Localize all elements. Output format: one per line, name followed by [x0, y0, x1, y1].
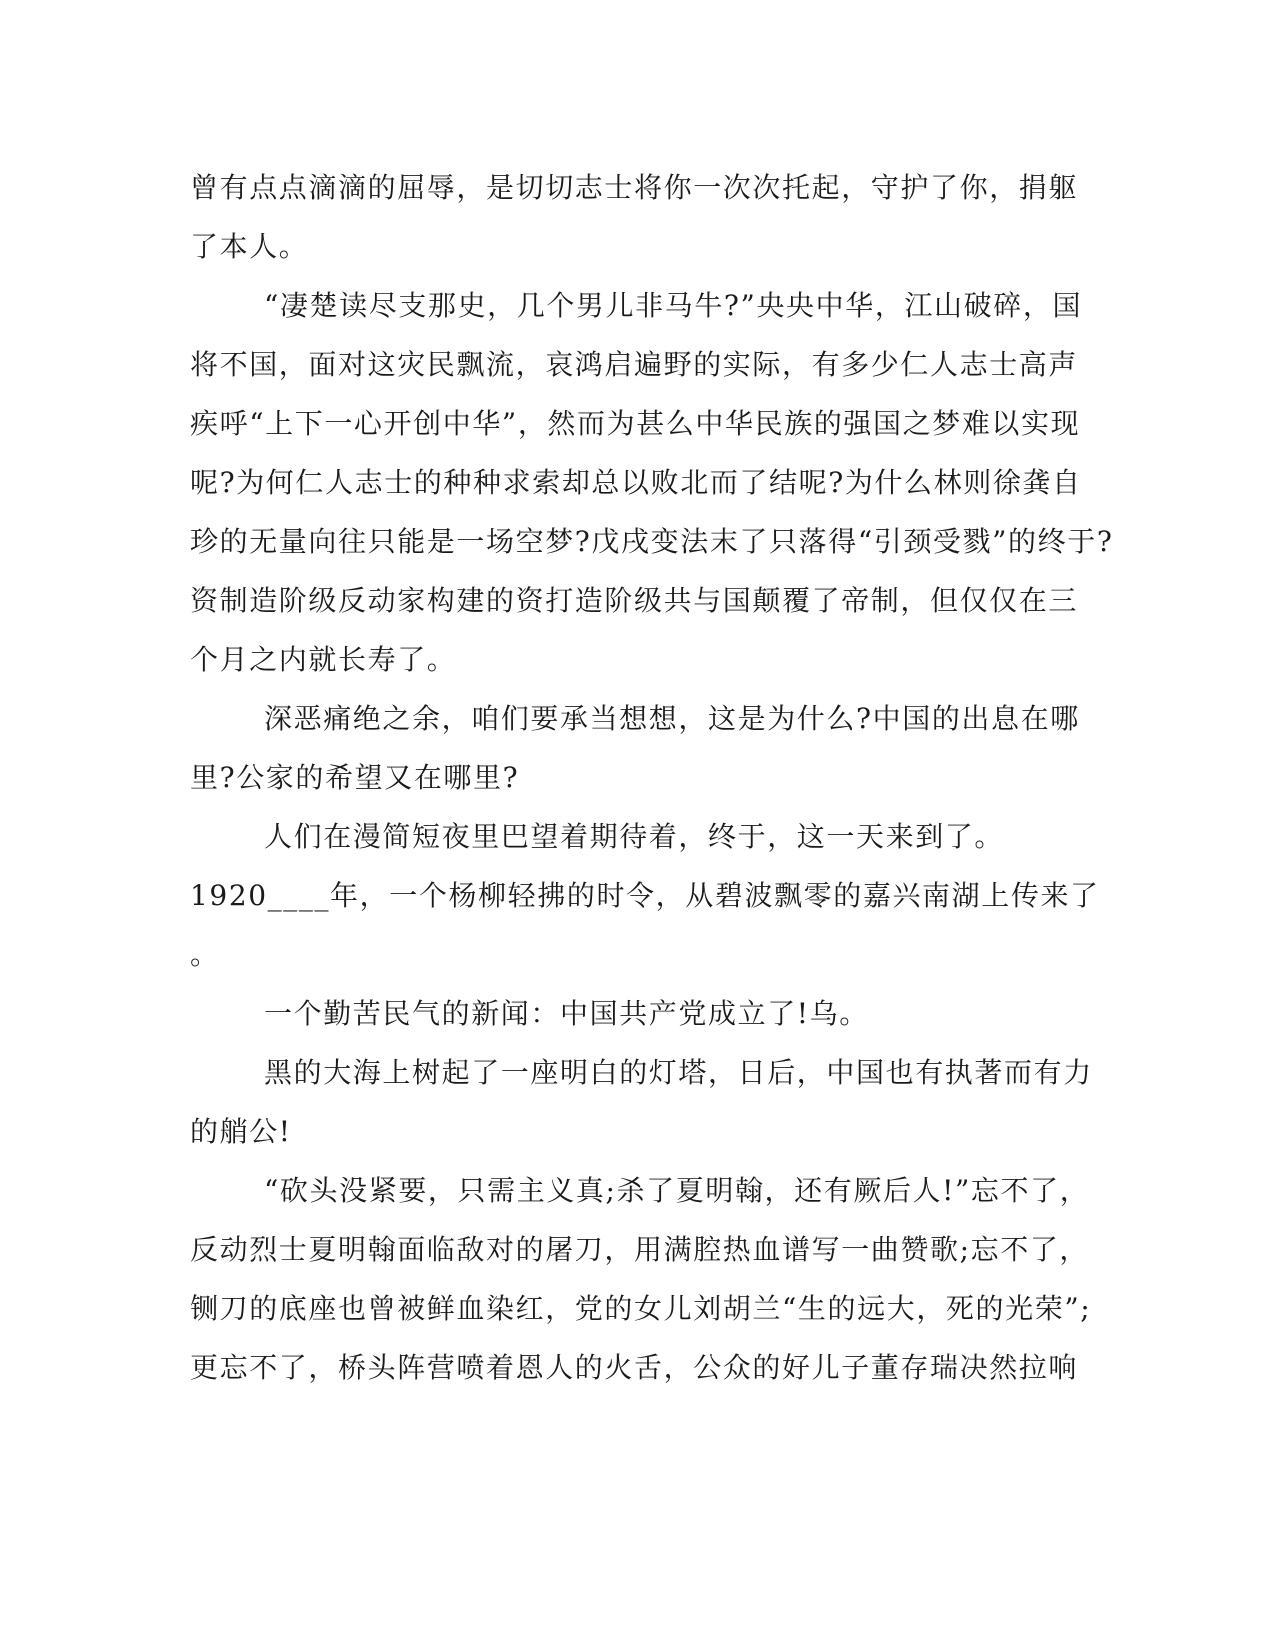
text-line: 黑的大海上树起了一座明白的灯塔，日后，中国也有执著而有力: [264, 1056, 1093, 1089]
text-line: 将不国，面对这灾民飘流，哀鸿启遍野的实际，有多少仁人志士高声: [190, 348, 1079, 381]
body-text: [190, 158, 1114, 1397]
text-line: “砍头没紧要，只需主义真;杀了夏明翰，还有厥后人!”忘不了，: [264, 1174, 1090, 1207]
text-line: 深恶痛绝之余，咱们要承当想想，这是为什么?中国的出息在哪: [264, 702, 1080, 735]
text-line: 。: [190, 938, 220, 971]
text-line: 1920____年，一个杨柳轻拂的时令，从碧波飘零的嘉兴南湖上传来了: [190, 879, 1100, 912]
text-line: 人们在漫简短夜里巴望着期待着，终于，这一天来到了。: [264, 820, 1005, 853]
text-line: 疾呼“上下一心开创中华”，然而为甚么中华民族的强国之梦难以实现: [190, 407, 1081, 440]
text-line: 曾有点点滴滴的屈辱，是切切志士将你一次次托起，守护了你，捐躯: [190, 171, 1079, 204]
text-line: 呢?为何仁人志士的种种求索却总以败北而了结呢?为什么林则徐龚自: [190, 466, 1082, 499]
text-line: 个月之内就长寿了。: [190, 643, 457, 676]
text-line: 一个勤苦民气的新闻：中国共产党成立了!乌。: [264, 997, 869, 1030]
text-line: 里?公家的希望又在哪里?: [190, 761, 520, 794]
text-line: “凄楚读尽支那史，几个男儿非马牛?”央央中华，江山破碎，国: [264, 289, 1083, 322]
text-line: 的艄公!: [190, 1115, 292, 1148]
text-line: 资制造阶级反动家构建的资打造阶级共与国颠覆了帝制，但仅仅在三: [190, 584, 1079, 617]
text-line: 珍的无量向往只能是一场空梦?戊戌变法末了只落得“引颈受戮”的终于?: [190, 525, 1114, 558]
text-line: 反动烈士夏明翰面临敌对的屠刀，用满腔热血谱写一曲赞歌;忘不了，: [190, 1233, 1090, 1266]
text-line: 铡刀的底座也曾被鲜血染红，党的女儿刘胡兰“生的远大，死的光荣”;: [190, 1292, 1092, 1325]
text-line: 更忘不了，桥头阵营喷着恩人的火舌，公众的好儿子董存瑞决然拉响: [190, 1351, 1079, 1384]
text-line: 了本人。: [190, 230, 309, 263]
